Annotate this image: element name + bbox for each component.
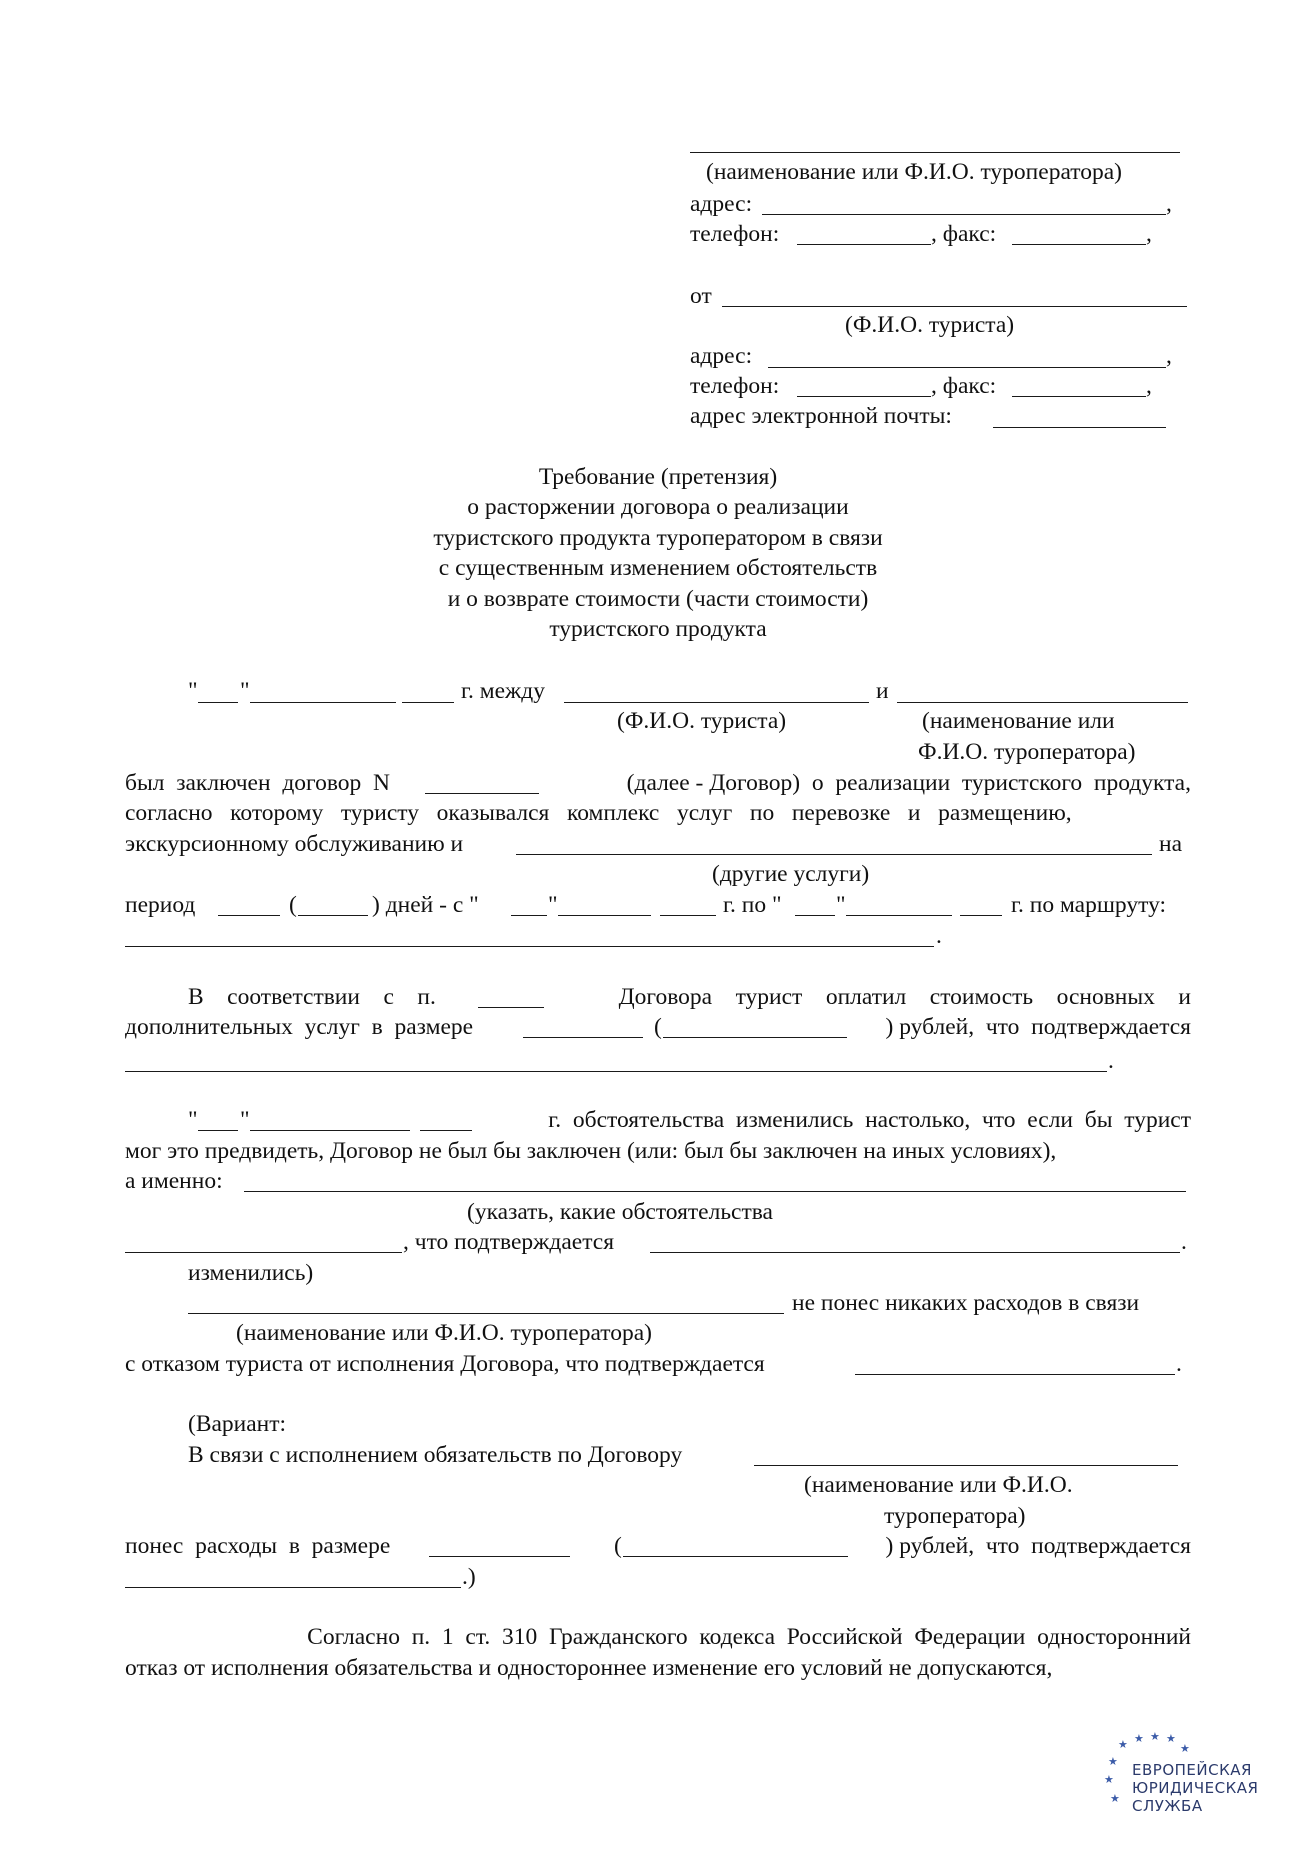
operator-name-blank-3 [188,1313,784,1314]
payment-line-2a: дополнительных услуг в размере [125,1014,474,1040]
doc-title-line-6: туристского продукта [549,616,767,642]
variant-operator-blank [754,1465,1178,1466]
tourist-caption: (Ф.И.О. туриста) [845,312,1015,338]
circumstances-line-2: мог это предвидеть, Договор не был бы заключен (или: был бы заключен на иных условиях), [125,1138,1057,1164]
contract-line-b: согласно которому туристу оказывался комплекс услуг по перевозке и размещению, [125,800,1072,826]
variant-line-2b: ) рублей, что подтверждается [885,1533,1191,1559]
to-month-blank [846,915,952,916]
star-icon: ★ [1118,1738,1128,1751]
variant-amount-words-blank [623,1556,848,1557]
confirmed-text: , что подтверждается [403,1229,615,1255]
contract-line-a: был заключен договор N [125,770,390,796]
tourist-name-blank-2 [564,702,869,703]
period-end: . [936,923,942,949]
period-end: . [1176,1351,1182,1377]
year-to-text: г. по " [723,892,782,918]
logo-text-line-2: ЮРИДИЧЕСКАЯ [1132,1779,1259,1797]
payment-proof-blank [125,1071,1107,1072]
tourist-phone-blank [797,396,931,397]
tourist-email-label: адрес электронной почты: [690,403,952,429]
doc-title-line-4: с существенным изменением обстоятельств [438,555,878,581]
operator-name-blank-2 [897,702,1188,703]
tourist-phone-label: телефон: [690,373,780,399]
comma: , [1146,221,1152,247]
circumstances-line-1: г. обстоятельства изменились настолько, что если бы турист [548,1107,1191,1133]
operator-fax-blank [1012,244,1146,245]
tourist-fax-label: , факс: [931,373,997,399]
no-expenses-text: не понес никаких расходов в связи [792,1290,1140,1316]
law-line-1: Согласно п. 1 ст. 310 Гражданского кодекса Российской Федерации односторонний [307,1624,1191,1650]
from-year-blank [660,915,716,916]
caption-circumstances-2: изменились) [188,1260,314,1286]
days-from-text: ) дней - с " [372,892,479,918]
operator-phone-blank [797,244,931,245]
circumstances-proof-blank [650,1252,1180,1253]
amount-blank [523,1037,643,1038]
caption-operator-2: Ф.И.О. туроператора) [918,739,1136,765]
star-icon: ★ [1104,1773,1114,1786]
quote-close: " [240,678,250,704]
star-icon: ★ [1134,1732,1144,1745]
tourist-name-blank [722,306,1187,307]
star-icon: ★ [1110,1792,1120,1805]
other-services-blank [516,854,1152,855]
doc-title-line-2: о расторжении договора о реализации [467,494,849,520]
contract-line-a2: (далее - Договор) о реализации туристского продукта, [626,770,1191,796]
from-day-blank [511,915,547,916]
quote-close: " [836,892,846,918]
refusal-proof-blank [855,1374,1175,1375]
period-end: . [1108,1048,1114,1074]
variant-line-1: В связи с исполнением обязательств по Договору [188,1442,683,1468]
circumstances-blank-2 [125,1252,402,1253]
operator-name-blank [690,152,1180,153]
star-icon: ★ [1108,1755,1118,1768]
refusal-text: с отказом туриста от исполнения Договора, что подтверждается [125,1351,765,1377]
tourist-email-blank [993,427,1166,428]
payment-line-1b: Договора турист оплатил стоимость основных и [618,984,1191,1010]
year-between-text: г. между [461,678,545,704]
comma: , [1166,191,1172,217]
days-blank [218,915,280,916]
operator-address-blank [762,214,1166,215]
operator-fax-label: , факс: [931,221,997,247]
caption-tourist: (Ф.И.О. туриста) [617,708,787,734]
variant-end: .) [462,1564,476,1590]
comma: , [1166,343,1172,369]
change-day-blank [198,1130,238,1131]
quote-open: " [188,1107,198,1133]
circumstances-blank-1 [244,1191,1186,1192]
logo-text-line-3: СЛУЖБА [1132,1797,1203,1815]
and-text: и [876,678,889,704]
circumstances-line-3: а именно: [125,1168,223,1194]
on-text: на [1159,831,1183,857]
route-blank [125,946,934,947]
variant-proof-blank [125,1587,461,1588]
quote-close: " [240,1107,250,1133]
caption-operator-3: (наименование или Ф.И.О. туроператора) [236,1320,652,1346]
variant-amount-blank [429,1556,570,1557]
law-line-2: отказ от исполнения обязательства и одностороннее изменение его условий не допускаются, [125,1655,1053,1681]
change-month-blank [250,1130,410,1131]
year-blank [402,702,454,703]
payment-line-1a: В соответствии с п. [188,984,436,1010]
star-icon: ★ [1166,1732,1176,1745]
star-icon: ★ [1180,1742,1190,1755]
period-end: . [1181,1229,1187,1255]
operator-phone-label: телефон: [690,221,780,247]
star-icon: ★ [1150,1730,1160,1743]
doc-title-line-5: и о возврате стоимости (части стоимости) [447,586,869,612]
period-label: период [125,892,196,918]
paren-open: ( [654,1014,662,1040]
caption-other-services: (другие услуги) [712,861,870,887]
day-blank [198,702,238,703]
to-day-blank [795,915,835,916]
operator-caption: (наименование или Ф.И.О. туроператора) [706,159,1122,185]
tourist-address-blank [768,367,1166,368]
caption-operator-1: (наименование или [922,708,1115,734]
from-month-blank [558,915,651,916]
month-blank [250,702,396,703]
variant-label: (Вариант: [188,1411,287,1437]
quote-open: " [188,678,198,704]
doc-title-line-1: Требование (претензия) [538,464,778,490]
paren-open: ( [614,1533,622,1559]
caption-circumstances-1: (указать, какие обстоятельства [467,1199,773,1225]
tourist-address-label: адрес: [690,343,753,369]
amount-words-blank [663,1037,847,1038]
doc-title-line-3: туристского продукта туроператором в связи [433,525,883,551]
tourist-fax-blank [1012,396,1146,397]
variant-caption-1: (наименование или Ф.И.О. [804,1472,1073,1498]
paren-open: ( [289,892,297,918]
operator-address-label: адрес: [690,191,753,217]
quote-close: " [548,892,558,918]
days-words-blank [298,915,368,916]
year-route-text: г. по маршруту: [1011,892,1167,918]
variant-line-2a: понес расходы в размере [125,1533,391,1559]
logo-text-line-1: ЕВРОПЕЙСКАЯ [1132,1761,1252,1779]
clause-number-blank [478,1007,544,1008]
from-label: от [690,283,712,309]
contract-number-blank [425,793,539,794]
to-year-blank [960,915,1002,916]
change-year-blank [420,1130,472,1131]
variant-caption-2: туроператора) [884,1503,1026,1529]
comma: , [1146,373,1152,399]
payment-line-2b: ) рублей, что подтверждается [885,1014,1191,1040]
contract-line-c: экскурсионному обслуживанию и [125,831,464,857]
